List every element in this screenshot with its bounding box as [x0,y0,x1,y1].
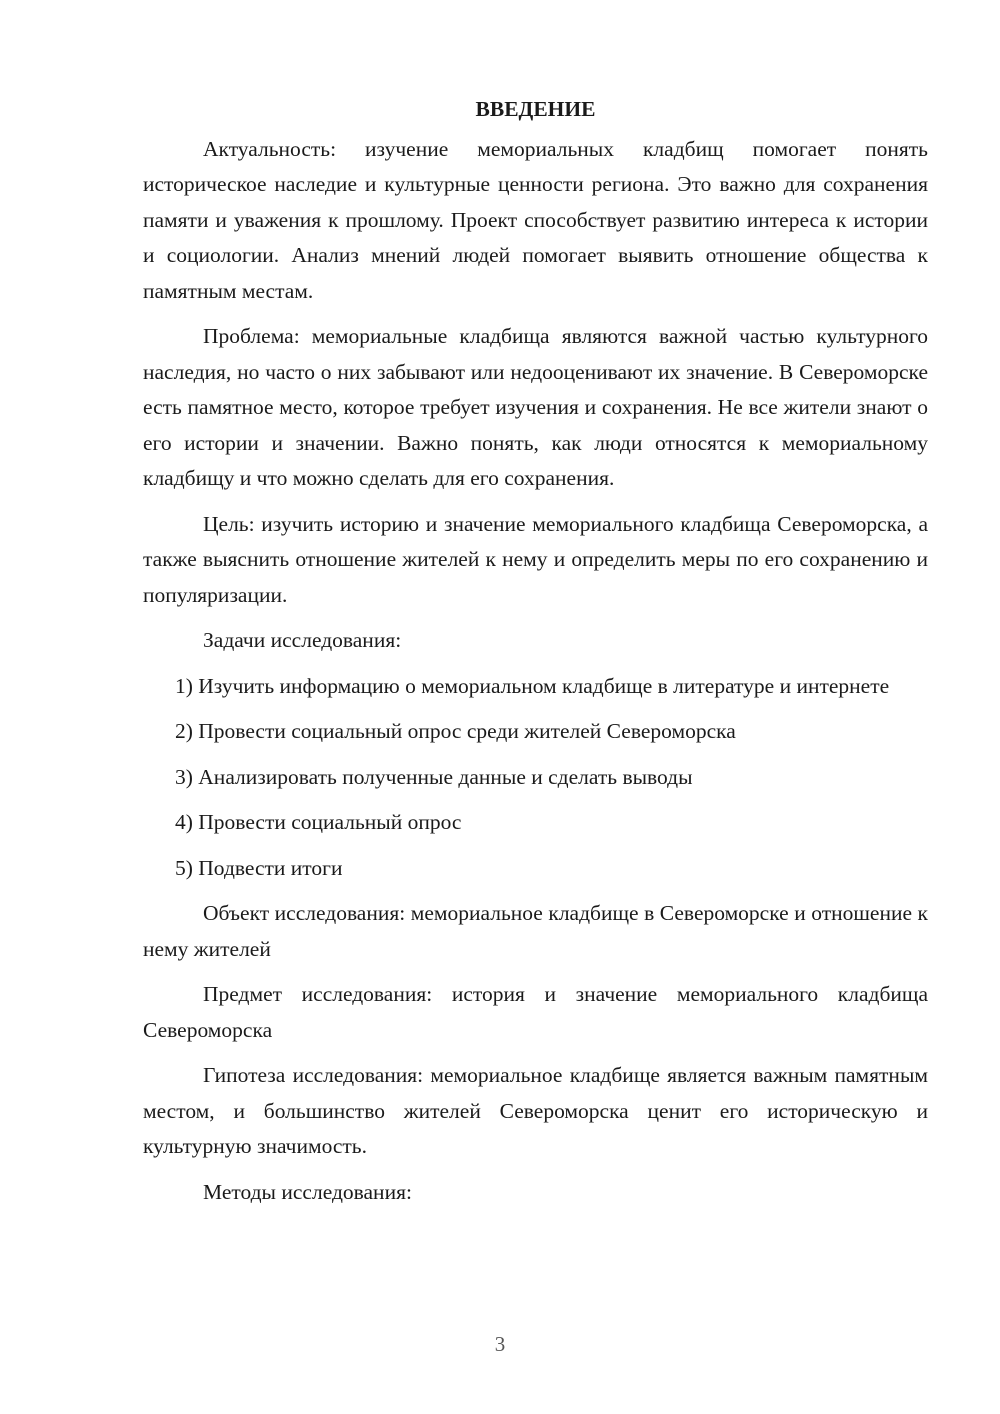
document-page [143,92,928,1220]
task-item: 3) Анализировать полученные данные и сделать выводы [175,764,693,789]
object-paragraph: Объект исследования: мемориальное кладбище в Североморске и отношение к нему жителей [143,901,928,961]
hypothesis-paragraph: Гипотеза исследования: мемориальное кладбище является важным памятным местом, и большинство жителей Североморска ценит его историческую и культурную значимость. [143,1063,928,1158]
relevance-paragraph: Актуальность: изучение мемориальных кладбищ помогает понять историческое наследие и культурные ценности региона. Это важно для сохранения памяти и уважения к прошлому. Проект способствует развитию интереса к истории и социологии. Анализ мнений людей помогает выявить отношение общества к памятным местам. [143,136,928,303]
page-number: 3 [494,1332,506,1356]
task-item: 2) Провести социальный опрос среди жителей Североморска [175,719,736,743]
problem-paragraph: Проблема: мемориальные кладбища являются важной частью культурного наследия, но часто о них забывают или недооценивают их значение. В Североморске есть памятное место, которое требует изучения и сохранения. Не все жители знают о его истории и значении. Важно понять, как люди относятся к мемориальному кладбищу и что можно сделать для его сохранения. [143,324,928,490]
task-item: 5) Подвести итоги [175,855,343,880]
goal-paragraph: Цель: изучить историю и значение мемориального кладбища Североморска, а также выяснить отношение жителей к нему и определить меры по его сохранению и популяризации. [143,511,928,607]
subject-paragraph: Предмет исследования: история и значение мемориального кладбища Североморска [143,982,928,1042]
section-title: ВВЕДЕНИЕ [475,97,596,121]
tasks-heading: Задачи исследования: [203,628,402,652]
methods-heading: Методы исследования: [203,1179,412,1204]
task-item: 4) Провести социальный опрос [175,810,462,834]
task-item: 1) Изучить информацию о мемориальном кладбище в литературе и интернете [175,673,890,698]
